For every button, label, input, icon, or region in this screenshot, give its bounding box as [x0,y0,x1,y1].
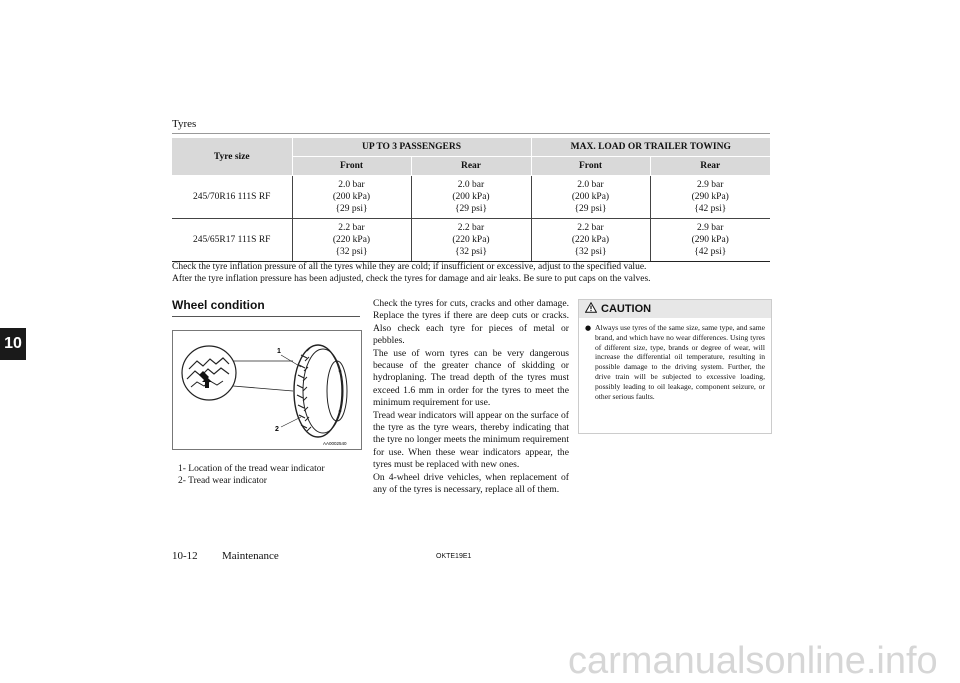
header-front: Front [531,157,650,176]
caution-box [578,299,772,434]
caution-header [579,300,771,318]
tyre-illustration [173,331,361,449]
wheel-condition-heading: Wheel condition [172,298,360,317]
watermark: carmanualsonline.info [568,640,938,682]
caution-title: CAUTION [601,303,652,315]
pressure-cell: 2.0 bar (200 kPa) {29 psi} [531,176,650,219]
pressure-cell: 2.0 bar (200 kPa) {29 psi} [292,176,411,219]
pressure-cell: 2.9 bar (290 kPa) {42 psi} [650,176,770,219]
leak-check-note: After the tyre inflation pressure has been adjusted, check the tyres for damage and air leaks. Be sure to put caps on the valves. [172,274,651,284]
table-row [172,219,770,262]
paragraph: On 4-wheel drive vehicles, when replacement of any of the tyres is necessary, replace all of them. [373,471,569,496]
bullet-icon: ● [585,324,592,332]
tread-wear-figure [172,330,362,450]
caption-2: 2- Tread wear indicator [178,476,267,486]
page-number: 10-12 [172,550,198,562]
pressure-cell: 2.0 bar (200 kPa) {29 psi} [411,176,531,219]
pressure-cell: 2.9 bar (290 kPa) {42 psi} [650,219,770,262]
header-tyre-size: Tyre size [172,138,292,176]
section-title: Tyres [172,118,197,130]
footer-section: Maintenance [222,550,279,562]
pressure-cell: 2.2 bar (220 kPa) {32 psi} [292,219,411,262]
tyre-size-cell: 245/70R16 111S RF [172,176,292,219]
pressure-cell: 2.2 bar (220 kPa) {32 psi} [411,219,531,262]
paragraph: Check the tyres for cuts, cracks and other damage. Replace the tyres if there are deep cuts or cracks. Also check each tyre for pieces of metal or pebbles. [373,298,569,347]
tyre-pressure-table [172,138,770,262]
tyre-size-cell: 245/65R17 111S RF [172,219,292,262]
header-rear: Rear [411,157,531,176]
caution-text: Always use tyres of the same size, same type, and same brand, and which have no wear differences. Using tyres of different size, type, brands or degree of wear, will increase the differential oil temperature, resulting in possible damage to the driving system. Further, the drive train will be subjected to excessive loading, possibly leading to oil leakage, component seizure, or other serious faults. [595,323,765,401]
paragraph: The use of worn tyres can be very dangerous because of the greater chance of skidding or hydroplaning. The tread depth of the tyres must exceed 1.6 mm in order for the tyres to meet the minimum requirement for use. [373,347,569,409]
warning-triangle-icon [585,302,597,316]
callout-1: 1 [277,348,281,355]
chapter-tab: 10 [0,328,26,360]
header-rule [172,133,770,134]
figure-code: AA0002540 [323,441,347,446]
wheel-condition-body [373,298,569,497]
header-up-to-3-passengers: UP TO 3 PASSENGERS [292,138,531,157]
callout-2: 2 [275,426,279,433]
table-row [172,176,770,219]
header-rear: Rear [650,157,770,176]
inflation-note: Check the tyre inflation pressure of all the tyres while they are cold; if insufficient or excessive, adjust to the specified value. [172,262,647,272]
caption-1: 1- Location of the tread wear indicator [178,464,325,474]
pressure-cell: 2.2 bar (220 kPa) {32 psi} [531,219,650,262]
document-code: OKTE19E1 [436,553,472,560]
caution-item [579,318,771,401]
header-max-load: MAX. LOAD OR TRAILER TOWING [531,138,770,157]
paragraph: Tread wear indicators will appear on the surface of the tyre as the tyre wears, thereby indicating that the tyre no longer meets the minimum requirement for use. When these wear indicators appear, the tyres must be replaced with new ones. [373,409,569,471]
header-front: Front [292,157,411,176]
